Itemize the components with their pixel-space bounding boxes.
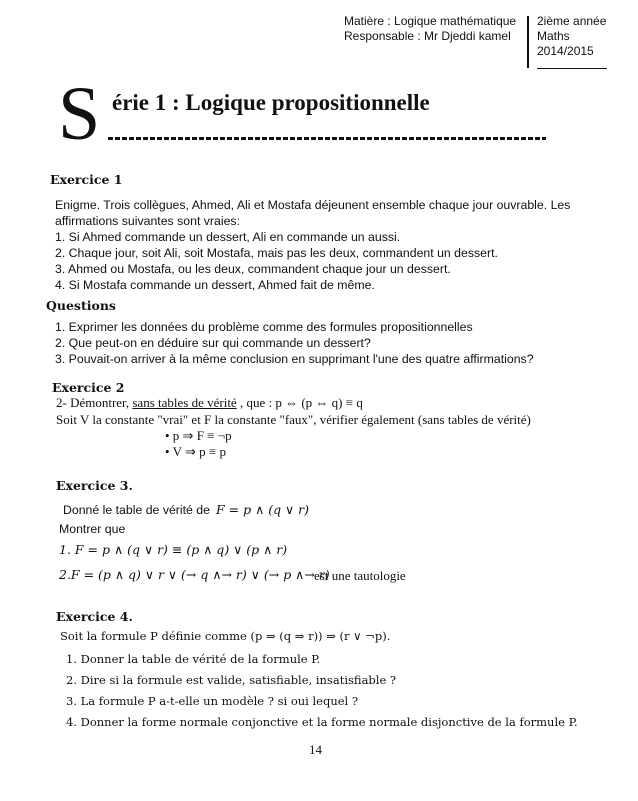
header-subject: Matière : Logique mathématique [344,14,517,28]
exercise-1-line: 4. Si Mostafa commande un dessert, Ahmed fait de même. [55,278,375,292]
exercise-1-line: affirmations suivantes sont vraies: [55,214,240,228]
list-item: 2. Dire si la formule est valide, satisfiable, insatisfiable ? [66,673,397,687]
title-drop-letter: S [58,72,101,156]
exercise-4-intro: Soit la formule P définie comme (p ⇒ (q ⇒ r)) ⇒ (r ∨ ¬p). [60,629,391,643]
title-dashed-rule [108,137,546,140]
exercise-3-line-4-suffix: est une tautologie [314,568,406,583]
exercise-2-line-1 [56,395,363,411]
page-number: 14 [309,742,322,757]
exercise-3-line-4: 2.F = (p ∧ q) ∨ r ∨ (→ q ∧→ r) ∨ (→ p ∧→ r) [59,567,330,582]
exercise-2-bullet-2: • V ⇒ p ≡ p [165,444,226,459]
header-underline [537,68,607,69]
question-line: 2. Que peut-on en déduire sur qui commande un dessert? [55,336,371,350]
header-responsible: Responsable : Mr Djeddi kamel [344,29,511,43]
exercise-1-title: Exercice 1 [50,172,123,187]
list-item: 1. Donner la table de vérité de la formule P. [66,652,321,666]
header-field: Maths [537,29,570,43]
exercise-1-line: 3. Ahmed ou Mostafa, ou les deux, commandent chaque jour un dessert. [55,262,451,276]
page-title: érie 1 : Logique propositionnelle [112,90,430,115]
exercise-3-line-1: Donné le table de vérité de [63,503,210,517]
exercise-2-prefix: 2- Démontrer, [56,395,133,410]
list-item: 4. Donner la forme normale conjonctive et la forme normale disjonctive de la formule P. [66,715,578,729]
exercise-1-body [55,197,570,293]
exercise-2-bullet-1: • p ⇒ F ≡ ¬p [165,428,232,443]
exercise-4-title: Exercice 4. [56,609,133,624]
header-course-info [344,14,516,44]
exercise-2-title: Exercice 2 [52,380,125,395]
header-session: 2014/2015 [537,44,594,58]
exercise-2-underlined: sans tables de vérité [132,395,237,410]
exercise-1-line: 1. Si Ahmed commande un dessert, Ali en commande un aussi. [55,230,401,244]
header-year-info [537,14,606,59]
exercise-1-line: Enigme. Trois collègues, Ahmed, Ali et Mostafa déjeunent ensemble chaque jour ouvrable. Les [55,198,571,212]
exercise-3-formula: F = p ∧ (q ∨ r) [216,502,310,517]
questions-body [55,319,534,367]
exercise-4-list [66,652,578,736]
exercise-1-line: 2. Chaque jour, soit Ali, soit Mostafa, mais pas les deux, commandent un dessert. [55,246,498,260]
questions-title: Questions [46,298,116,313]
header-separator [527,16,529,68]
question-line: 1. Exprimer les données du problème comme des formules propositionnelles [55,320,473,334]
exercise-2-suffix: , que : p ⇔ (p ⇔ q) ≡ q [236,395,363,410]
question-line: 3. Pouvait-on arriver à la même conclusion en supprimant l'une des quatre affirmations? [55,352,534,366]
header-year: 2ième année [537,14,607,28]
exercise-3-title: Exercice 3. [56,478,133,493]
list-item: 3. La formule P a-t-elle un modèle ? si oui lequel ? [66,694,359,708]
exercise-3-line-2: Montrer que [59,522,126,536]
exercise-2-line-2: Soit V la constante "vrai" et F la constante "faux", vérifier également (sans tables de vérité) [56,412,531,427]
exercise-3-line-3: 1. F = p ∧ (q ∨ r) ≡ (p ∧ q) ∨ (p ∧ r) [59,542,288,557]
